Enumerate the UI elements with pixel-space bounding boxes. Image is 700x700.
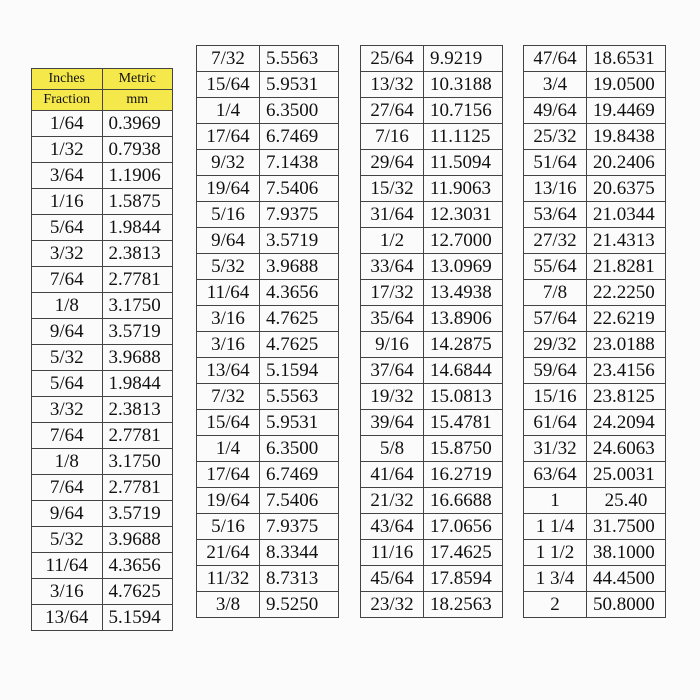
inch-fraction-cell: 45/64 [361, 566, 424, 592]
mm-value-cell: 1.9844 [102, 371, 173, 397]
inch-fraction-cell: 3/32 [32, 241, 103, 267]
table-row [524, 436, 666, 462]
table-row [197, 436, 339, 462]
inch-fraction-cell: 61/64 [524, 410, 587, 436]
table-row [197, 228, 339, 254]
mm-value-cell: 11.1125 [424, 124, 503, 150]
mm-value-cell: 1.9844 [102, 215, 173, 241]
table-row [32, 163, 173, 189]
mm-value-cell: 6.3500 [260, 436, 339, 462]
conversion-table-3 [360, 45, 503, 618]
inch-fraction-cell: 7/32 [197, 46, 260, 72]
table-row [361, 228, 503, 254]
table-row [197, 540, 339, 566]
mm-value-cell: 8.3344 [260, 540, 339, 566]
inch-fraction-cell: 5/32 [32, 527, 103, 553]
inch-fraction-cell: 25/64 [361, 46, 424, 72]
mm-value-cell: 17.0656 [424, 514, 503, 540]
table-row [361, 566, 503, 592]
mm-value-cell: 7.1438 [260, 150, 339, 176]
table-row [32, 553, 173, 579]
inch-fraction-cell: 1 1/2 [524, 540, 587, 566]
table-row [32, 605, 173, 631]
inch-fraction-cell: 27/32 [524, 228, 587, 254]
inch-fraction-cell: 21/32 [361, 488, 424, 514]
mm-value-cell: 2.7781 [102, 475, 173, 501]
table-row [32, 137, 173, 163]
table-row [524, 540, 666, 566]
header-mm: mm [102, 90, 173, 111]
table-row [524, 592, 666, 618]
mm-value-cell: 9.9219 [424, 46, 503, 72]
mm-value-cell: 13.8906 [424, 306, 503, 332]
mm-value-cell: 17.8594 [424, 566, 503, 592]
inch-fraction-cell: 25/32 [524, 124, 587, 150]
inch-fraction-cell: 13/32 [361, 72, 424, 98]
table-row [32, 371, 173, 397]
inch-fraction-cell: 9/64 [32, 319, 103, 345]
conversion-table-1 [31, 68, 173, 631]
table-row [361, 488, 503, 514]
mm-value-cell: 14.2875 [424, 332, 503, 358]
mm-value-cell: 23.8125 [587, 384, 666, 410]
mm-value-cell: 1.5875 [102, 189, 173, 215]
inch-fraction-cell: 1/4 [197, 98, 260, 124]
table-row [197, 592, 339, 618]
mm-value-cell: 3.5719 [260, 228, 339, 254]
inch-fraction-cell: 21/64 [197, 540, 260, 566]
table-row [32, 293, 173, 319]
mm-value-cell: 15.8750 [424, 436, 503, 462]
inch-fraction-cell: 1/8 [32, 449, 103, 475]
table-row [32, 423, 173, 449]
mm-value-cell: 10.3188 [424, 72, 503, 98]
mm-value-cell: 7.5406 [260, 488, 339, 514]
inch-fraction-cell: 17/64 [197, 124, 260, 150]
inch-fraction-cell: 13/64 [32, 605, 103, 631]
table-row [524, 514, 666, 540]
table-row [361, 254, 503, 280]
mm-value-cell: 1.1906 [102, 163, 173, 189]
inch-fraction-cell: 23/32 [361, 592, 424, 618]
conversion-table-4 [523, 45, 666, 618]
mm-value-cell: 3.5719 [102, 319, 173, 345]
inch-fraction-cell: 11/64 [32, 553, 103, 579]
mm-value-cell: 22.6219 [587, 306, 666, 332]
inch-fraction-cell: 31/64 [361, 202, 424, 228]
table-row [197, 514, 339, 540]
table-row [524, 124, 666, 150]
inch-fraction-cell: 55/64 [524, 254, 587, 280]
table-row [32, 501, 173, 527]
inch-fraction-cell: 1 [524, 488, 587, 514]
mm-value-cell: 10.7156 [424, 98, 503, 124]
mm-value-cell: 19.4469 [587, 98, 666, 124]
table-row [197, 202, 339, 228]
table-row [197, 72, 339, 98]
header-metric: Metric [102, 69, 173, 90]
mm-value-cell: 5.5563 [260, 46, 339, 72]
inch-fraction-cell: 15/16 [524, 384, 587, 410]
table-row [361, 332, 503, 358]
mm-value-cell: 11.9063 [424, 176, 503, 202]
mm-value-cell: 12.3031 [424, 202, 503, 228]
mm-value-cell: 16.2719 [424, 462, 503, 488]
inch-fraction-cell: 19/64 [197, 488, 260, 514]
table-row [361, 124, 503, 150]
inch-fraction-cell: 47/64 [524, 46, 587, 72]
inch-fraction-cell: 53/64 [524, 202, 587, 228]
mm-value-cell: 4.3656 [102, 553, 173, 579]
mm-value-cell: 3.9688 [102, 345, 173, 371]
inch-fraction-cell: 5/8 [361, 436, 424, 462]
mm-value-cell: 5.1594 [260, 358, 339, 384]
inch-fraction-cell: 5/32 [32, 345, 103, 371]
mm-value-cell: 15.4781 [424, 410, 503, 436]
inch-fraction-cell: 9/64 [32, 501, 103, 527]
inch-fraction-cell: 7/8 [524, 280, 587, 306]
table-row [361, 98, 503, 124]
table-row [197, 488, 339, 514]
mm-value-cell: 23.4156 [587, 358, 666, 384]
table-row [361, 462, 503, 488]
inch-fraction-cell: 37/64 [361, 358, 424, 384]
inch-fraction-cell: 1/64 [32, 111, 103, 137]
mm-value-cell: 3.9688 [260, 254, 339, 280]
inch-fraction-cell: 17/64 [197, 462, 260, 488]
table-row [524, 98, 666, 124]
inch-fraction-cell: 5/64 [32, 215, 103, 241]
mm-value-cell: 19.0500 [587, 72, 666, 98]
inch-fraction-cell: 11/64 [197, 280, 260, 306]
inch-fraction-cell: 7/64 [32, 423, 103, 449]
table-row [361, 358, 503, 384]
table-row [524, 358, 666, 384]
table-row [361, 410, 503, 436]
table-row [32, 267, 173, 293]
table-row [524, 280, 666, 306]
mm-value-cell: 20.2406 [587, 150, 666, 176]
mm-value-cell: 4.7625 [102, 579, 173, 605]
mm-value-cell: 5.5563 [260, 384, 339, 410]
inch-fraction-cell: 3/16 [197, 332, 260, 358]
mm-value-cell: 3.1750 [102, 449, 173, 475]
inch-fraction-cell: 57/64 [524, 306, 587, 332]
inch-fraction-cell: 5/64 [32, 371, 103, 397]
mm-value-cell: 11.5094 [424, 150, 503, 176]
table-row [197, 410, 339, 436]
inch-fraction-cell: 19/64 [197, 176, 260, 202]
inch-fraction-cell: 19/32 [361, 384, 424, 410]
mm-value-cell: 24.6063 [587, 436, 666, 462]
mm-value-cell: 4.7625 [260, 332, 339, 358]
table-row [197, 332, 339, 358]
inch-fraction-cell: 63/64 [524, 462, 587, 488]
inch-fraction-cell: 33/64 [361, 254, 424, 280]
table-row [197, 150, 339, 176]
table-row [197, 280, 339, 306]
mm-value-cell: 7.9375 [260, 514, 339, 540]
inch-fraction-cell: 7/32 [197, 384, 260, 410]
table-row [32, 241, 173, 267]
table-row [32, 579, 173, 605]
inch-fraction-cell: 29/32 [524, 332, 587, 358]
mm-value-cell: 12.7000 [424, 228, 503, 254]
mm-value-cell: 20.6375 [587, 176, 666, 202]
mm-value-cell: 5.1594 [102, 605, 173, 631]
inch-fraction-cell: 9/32 [197, 150, 260, 176]
table-row [524, 462, 666, 488]
mm-value-cell: 3.5719 [102, 501, 173, 527]
mm-value-cell: 13.4938 [424, 280, 503, 306]
table-row [197, 254, 339, 280]
mm-value-cell: 44.4500 [587, 566, 666, 592]
inch-fraction-cell: 51/64 [524, 150, 587, 176]
inch-fraction-cell: 1 1/4 [524, 514, 587, 540]
header-inches: Inches [32, 69, 103, 90]
mm-value-cell: 0.7938 [102, 137, 173, 163]
mm-value-cell: 16.6688 [424, 488, 503, 514]
inch-fraction-cell: 59/64 [524, 358, 587, 384]
inch-fraction-cell: 35/64 [361, 306, 424, 332]
inch-fraction-cell: 17/32 [361, 280, 424, 306]
inch-fraction-cell: 3/32 [32, 397, 103, 423]
mm-value-cell: 17.4625 [424, 540, 503, 566]
mm-value-cell: 21.8281 [587, 254, 666, 280]
table-row [361, 514, 503, 540]
inch-fraction-cell: 3/64 [32, 163, 103, 189]
inch-fraction-cell: 3/16 [32, 579, 103, 605]
table-row [524, 254, 666, 280]
inch-fraction-cell: 15/32 [361, 176, 424, 202]
mm-value-cell: 2.3813 [102, 397, 173, 423]
mm-value-cell: 19.8438 [587, 124, 666, 150]
mm-value-cell: 13.0969 [424, 254, 503, 280]
inch-fraction-cell: 5/16 [197, 202, 260, 228]
mm-value-cell: 21.0344 [587, 202, 666, 228]
mm-value-cell: 15.0813 [424, 384, 503, 410]
mm-value-cell: 21.4313 [587, 228, 666, 254]
table-row [361, 540, 503, 566]
mm-value-cell: 0.3969 [102, 111, 173, 137]
inch-fraction-cell: 15/64 [197, 72, 260, 98]
table-row [524, 566, 666, 592]
mm-value-cell: 18.6531 [587, 46, 666, 72]
mm-value-cell: 23.0188 [587, 332, 666, 358]
mm-value-cell: 4.7625 [260, 306, 339, 332]
table-row [361, 306, 503, 332]
table-row [197, 98, 339, 124]
mm-value-cell: 6.3500 [260, 98, 339, 124]
table-row [361, 46, 503, 72]
table-row [361, 384, 503, 410]
table-row [361, 280, 503, 306]
mm-value-cell: 25.0031 [587, 462, 666, 488]
inch-fraction-cell: 1/16 [32, 189, 103, 215]
inch-fraction-cell: 9/64 [197, 228, 260, 254]
conversion-table-2 [196, 45, 339, 618]
inch-fraction-cell: 43/64 [361, 514, 424, 540]
mm-value-cell: 3.9688 [102, 527, 173, 553]
inch-fraction-cell: 11/16 [361, 540, 424, 566]
mm-value-cell: 7.5406 [260, 176, 339, 202]
table-row [32, 189, 173, 215]
table-row [524, 202, 666, 228]
mm-value-cell: 18.2563 [424, 592, 503, 618]
table-row [524, 150, 666, 176]
inch-fraction-cell: 5/32 [197, 254, 260, 280]
table-row [361, 150, 503, 176]
inch-fraction-cell: 1/4 [197, 436, 260, 462]
table-row [32, 527, 173, 553]
table-row [32, 449, 173, 475]
inch-fraction-cell: 49/64 [524, 98, 587, 124]
mm-value-cell: 22.2250 [587, 280, 666, 306]
inch-fraction-cell: 13/64 [197, 358, 260, 384]
mm-value-cell: 8.7313 [260, 566, 339, 592]
inch-fraction-cell: 15/64 [197, 410, 260, 436]
inch-fraction-cell: 41/64 [361, 462, 424, 488]
mm-value-cell: 2.7781 [102, 267, 173, 293]
mm-value-cell: 2.7781 [102, 423, 173, 449]
inch-fraction-cell: 31/32 [524, 436, 587, 462]
table-row [32, 345, 173, 371]
table-row [361, 72, 503, 98]
table-row [32, 215, 173, 241]
inch-fraction-cell: 1 3/4 [524, 566, 587, 592]
table-row [524, 228, 666, 254]
inch-fraction-cell: 39/64 [361, 410, 424, 436]
table-row [32, 397, 173, 423]
mm-value-cell: 6.7469 [260, 462, 339, 488]
mm-value-cell: 3.1750 [102, 293, 173, 319]
header-fraction: Fraction [32, 90, 103, 111]
mm-value-cell: 6.7469 [260, 124, 339, 150]
inch-fraction-cell: 2 [524, 592, 587, 618]
inch-fraction-cell: 9/16 [361, 332, 424, 358]
table-row [524, 384, 666, 410]
table-row [32, 475, 173, 501]
inch-fraction-cell: 13/16 [524, 176, 587, 202]
mm-value-cell: 14.6844 [424, 358, 503, 384]
mm-value-cell: 5.9531 [260, 72, 339, 98]
inch-fraction-cell: 5/16 [197, 514, 260, 540]
mm-value-cell: 4.3656 [260, 280, 339, 306]
inch-fraction-cell: 3/16 [197, 306, 260, 332]
mm-value-cell: 38.1000 [587, 540, 666, 566]
mm-value-cell: 24.2094 [587, 410, 666, 436]
table-row [361, 592, 503, 618]
inch-fraction-cell: 3/8 [197, 592, 260, 618]
inch-fraction-cell: 7/64 [32, 267, 103, 293]
mm-value-cell: 31.7500 [587, 514, 666, 540]
mm-value-cell: 2.3813 [102, 241, 173, 267]
inch-fraction-cell: 7/16 [361, 124, 424, 150]
table-row [524, 72, 666, 98]
mm-value-cell: 25.40 [587, 488, 666, 514]
inch-fraction-cell: 27/64 [361, 98, 424, 124]
table-row [524, 176, 666, 202]
mm-value-cell: 50.8000 [587, 592, 666, 618]
table-row [197, 462, 339, 488]
table-row [524, 332, 666, 358]
inch-fraction-cell: 7/64 [32, 475, 103, 501]
table-row [32, 111, 173, 137]
table-row [361, 176, 503, 202]
table-row [197, 384, 339, 410]
table-row [361, 436, 503, 462]
mm-value-cell: 5.9531 [260, 410, 339, 436]
table-row [197, 306, 339, 332]
mm-value-cell: 9.5250 [260, 592, 339, 618]
inch-fraction-cell: 29/64 [361, 150, 424, 176]
inch-fraction-cell: 1/32 [32, 137, 103, 163]
table-row [524, 488, 666, 514]
table-row [197, 124, 339, 150]
inch-fraction-cell: 1/2 [361, 228, 424, 254]
inch-fraction-cell: 1/8 [32, 293, 103, 319]
table-row [197, 566, 339, 592]
table-row [197, 46, 339, 72]
table-row [361, 202, 503, 228]
table-row [524, 410, 666, 436]
table-row [197, 176, 339, 202]
table-row [524, 46, 666, 72]
mm-value-cell: 7.9375 [260, 202, 339, 228]
table-row [197, 358, 339, 384]
table-row [32, 319, 173, 345]
table-row [524, 306, 666, 332]
inch-fraction-cell: 11/32 [197, 566, 260, 592]
inch-fraction-cell: 3/4 [524, 72, 587, 98]
